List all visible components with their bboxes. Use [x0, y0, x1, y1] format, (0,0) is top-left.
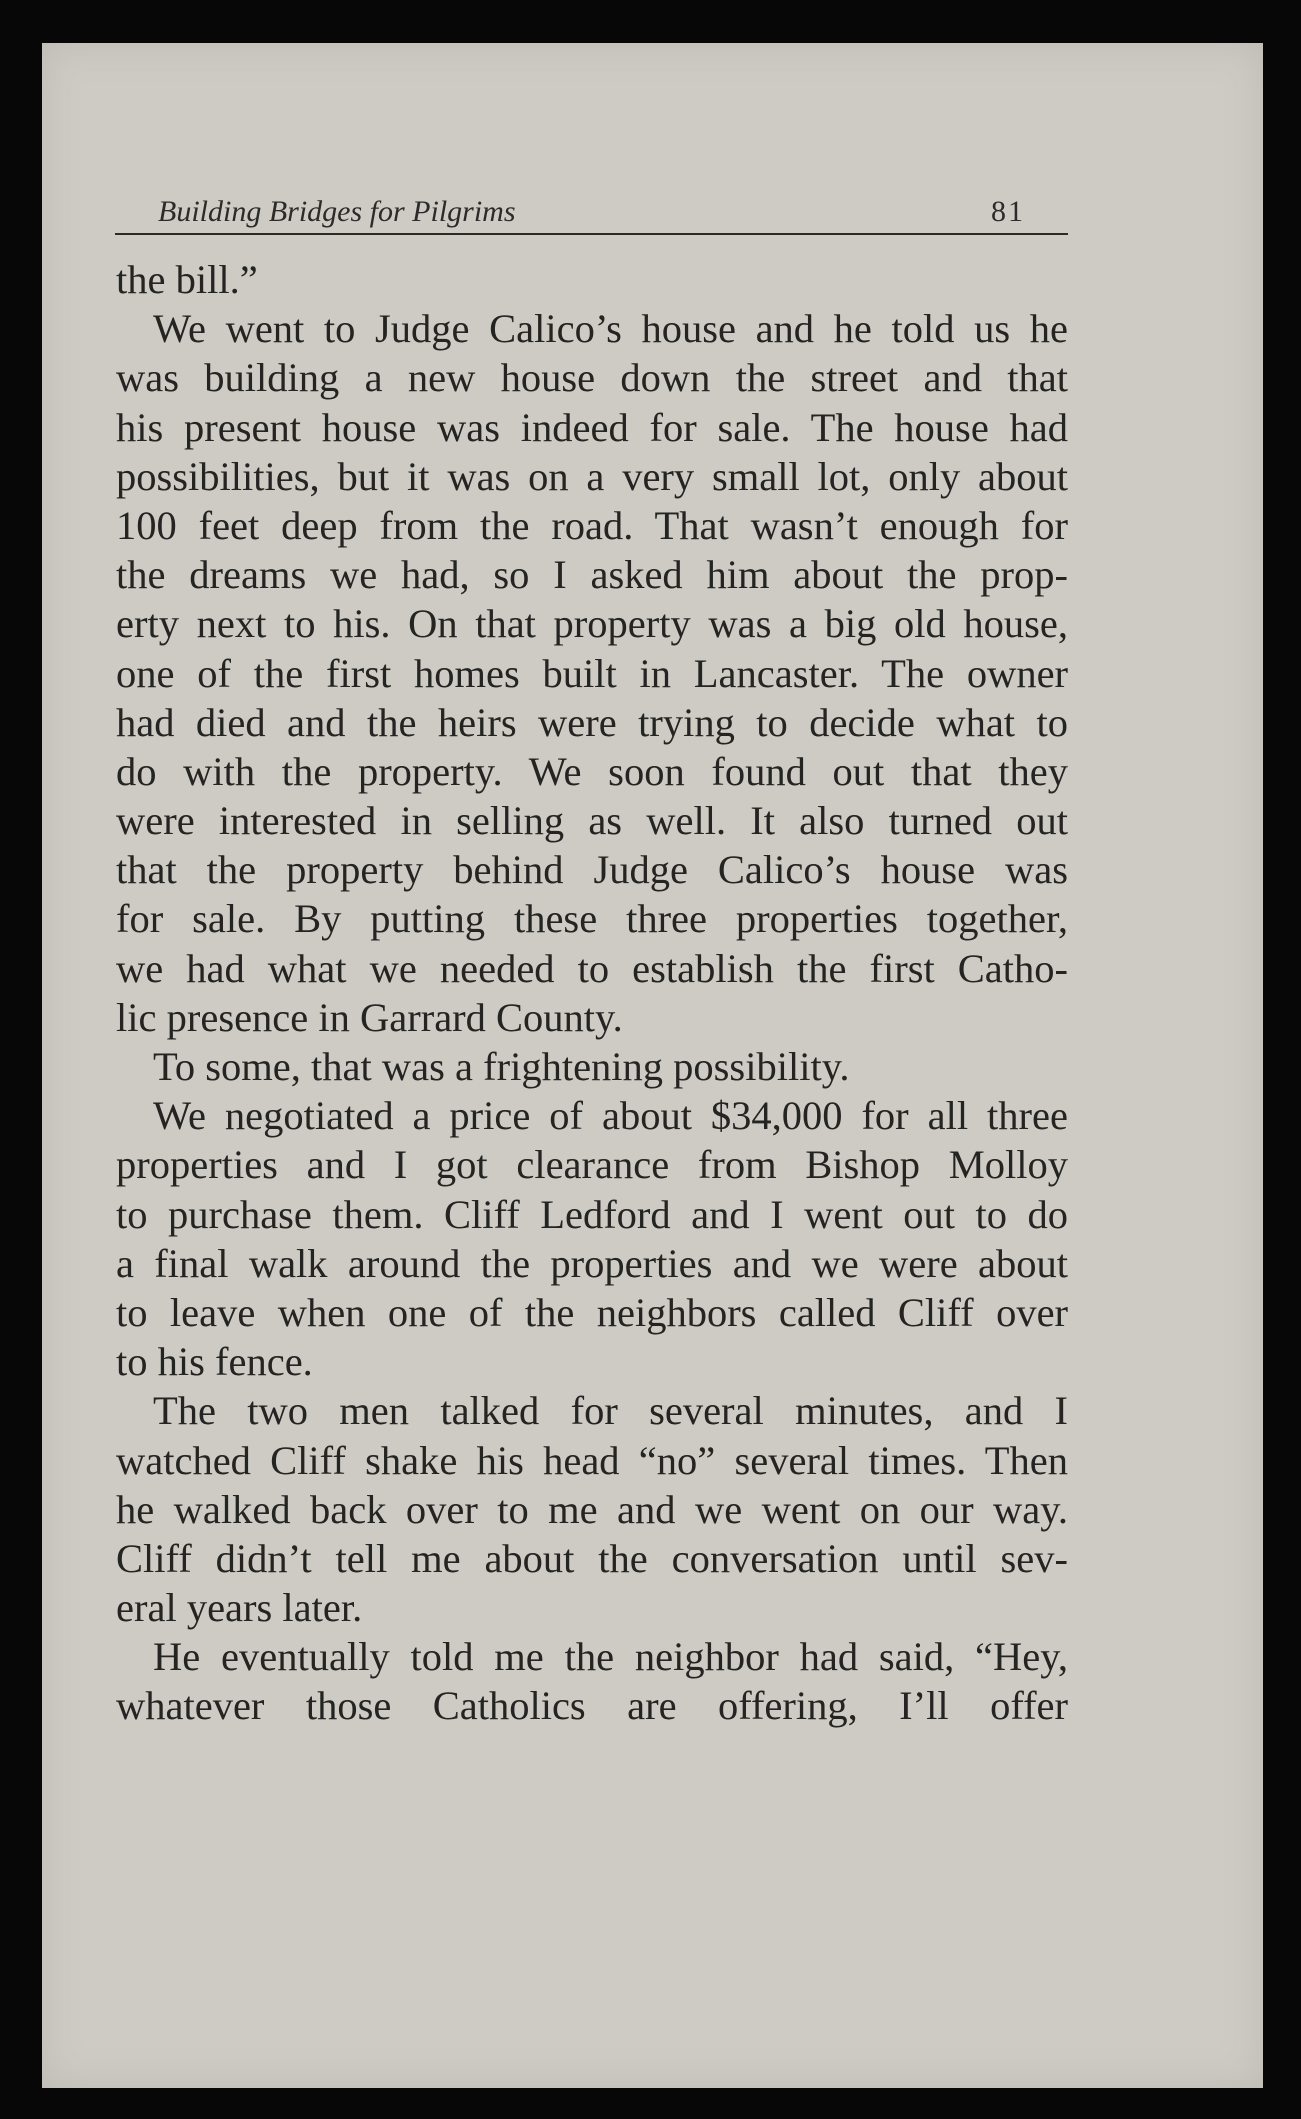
text-line-content: eral years later. — [116, 1585, 363, 1631]
text-line — [116, 1140, 1068, 1189]
text-line-content: The two men talked for several minutes, and I — [153, 1388, 1068, 1434]
text-line-content: to purchase them. Cliff Ledford and I went out to do — [116, 1191, 1069, 1237]
text-line-content: he walked back over to me and we went on our way. — [116, 1486, 1069, 1532]
text-line-content: To some, that was a frightening possibility. — [153, 1044, 850, 1089]
text-line-content: We negotiated a price of about $34,000 for all three — [153, 1093, 1068, 1139]
text-line-content: had died and the heirs were trying to decide what to — [116, 699, 1068, 745]
text-line-content: a final walk around the properties and we were about — [116, 1240, 1068, 1286]
text-line-content: whatever those Catholics are offering, I’ll offer — [116, 1683, 1069, 1729]
text-line — [116, 1386, 1068, 1435]
text-line — [116, 304, 1068, 353]
text-line — [116, 452, 1068, 501]
text-line-content: the bill.” — [116, 257, 258, 302]
text-line-content: to his fence. — [116, 1339, 313, 1385]
text-line-content: to leave when one of the neighbors called Cliff over — [116, 1289, 1069, 1335]
text-line — [116, 845, 1068, 894]
text-line — [116, 944, 1068, 993]
text-line-content: watched Cliff shake his head “no” several times. Then — [116, 1437, 1068, 1483]
text-line — [116, 1436, 1068, 1485]
running-header — [115, 193, 1068, 235]
text-line-content: We went to Judge Calico’s house and he told us he — [153, 306, 1068, 352]
page-number: 81 — [991, 195, 1025, 228]
text-line-content: 100 feet deep from the road. That wasn’t enough for — [116, 502, 1068, 548]
text-line — [116, 501, 1068, 550]
text-line-content: was building a new house down the street and that — [116, 355, 1068, 401]
text-line — [116, 894, 1068, 943]
text-line-content: we had what we needed to establish the first Catho- — [116, 945, 1068, 991]
text-line — [116, 1288, 1068, 1337]
text-line — [116, 1583, 1068, 1632]
text-line — [116, 1681, 1068, 1730]
text-line — [116, 1337, 1068, 1386]
text-line — [116, 255, 1068, 304]
text-line-content: properties and I got clearance from Bishop Molloy — [116, 1142, 1068, 1188]
text-line — [116, 649, 1068, 698]
text-line — [116, 1091, 1068, 1140]
text-line-content: one of the first homes built in Lancaster. The owner — [116, 650, 1069, 696]
text-line — [116, 747, 1068, 796]
text-line — [116, 1485, 1068, 1534]
text-line — [116, 993, 1068, 1042]
running-title: Building Bridges for Pilgrims — [158, 195, 516, 228]
text-line — [116, 1042, 1068, 1091]
text-line-content: the dreams we had, so I asked him about the prop- — [116, 552, 1068, 598]
text-line-content: do with the property. We soon found out that they — [116, 748, 1069, 794]
body-text — [116, 255, 1068, 1731]
text-line-content: were interested in selling as well. It also turned out — [116, 798, 1068, 844]
text-line — [116, 1534, 1068, 1583]
text-line-content: for sale. By putting these three properties together, — [116, 896, 1068, 942]
text-line-content: lic presence in Garrard County. — [116, 994, 623, 1040]
text-line-content: that the property behind Judge Calico’s house was — [116, 847, 1069, 893]
text-line-content: his present house was indeed for sale. The house had — [116, 404, 1069, 450]
text-line — [116, 1239, 1068, 1288]
text-line — [116, 1632, 1068, 1681]
text-line-content: He eventually told me the neighbor had said, “Hey, — [153, 1634, 1068, 1680]
text-line — [116, 599, 1068, 648]
text-line-content: Cliff didn’t tell me about the conversation until sev- — [116, 1535, 1069, 1581]
text-line — [116, 698, 1068, 747]
text-line-content: possibilities, but it was on a very small lot, only about — [116, 453, 1068, 499]
text-line-content: erty next to his. On that property was a big old house, — [116, 601, 1068, 647]
text-line — [116, 1190, 1068, 1239]
text-line — [116, 796, 1068, 845]
text-line — [116, 550, 1068, 599]
text-line — [116, 403, 1068, 452]
text-line — [116, 353, 1068, 402]
